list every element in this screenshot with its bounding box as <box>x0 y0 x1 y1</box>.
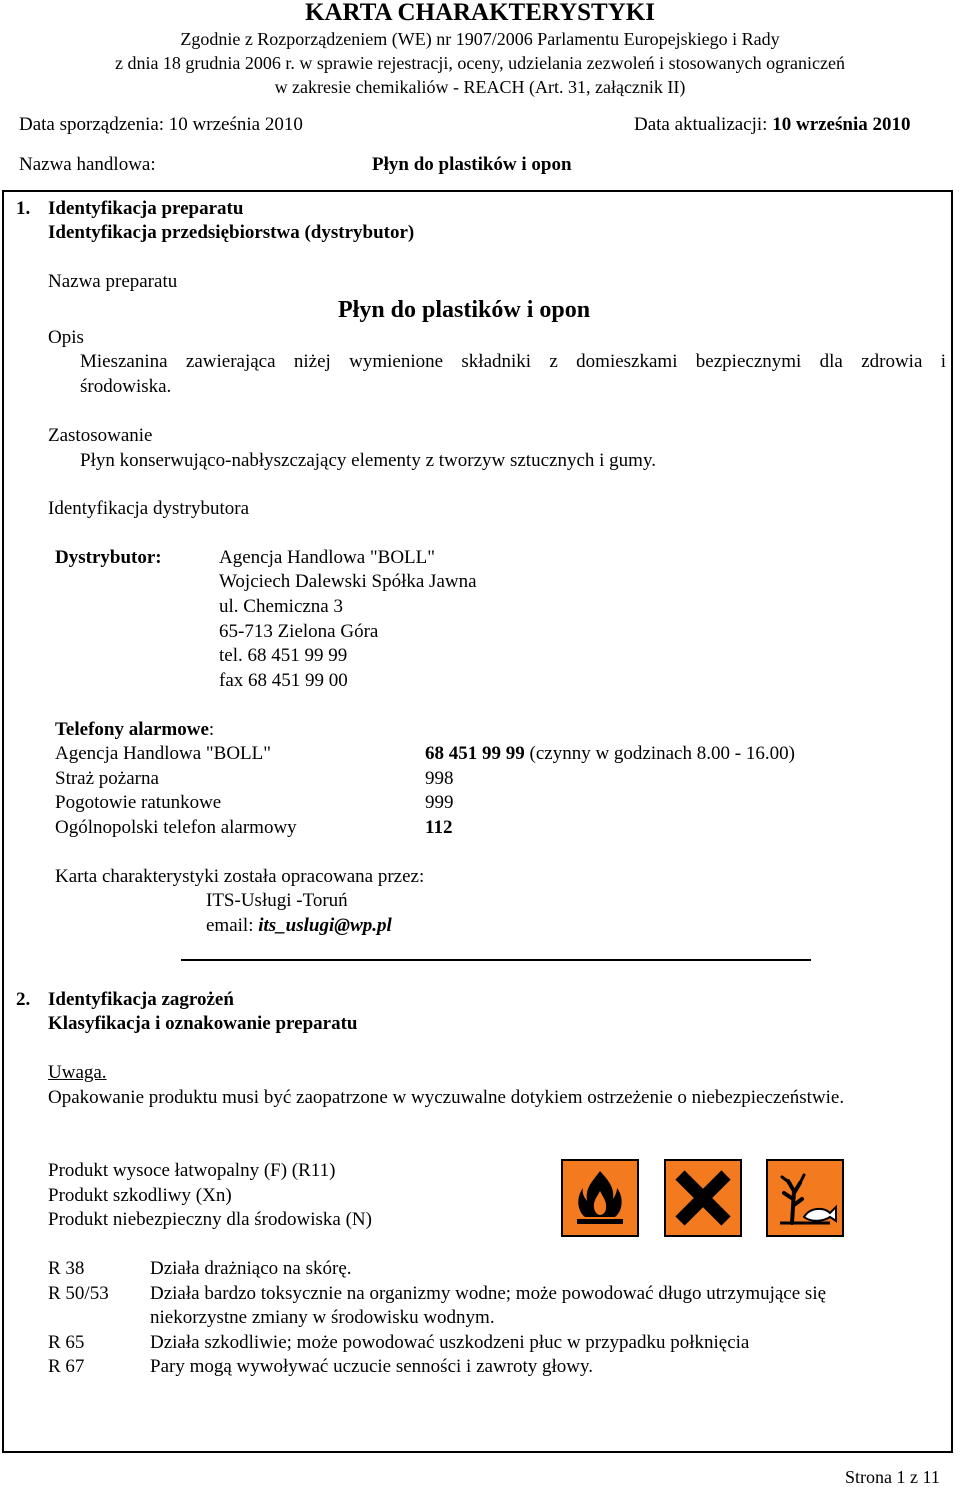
r-phrase-text: niekorzystne zmiany w środowisku wodnym. <box>150 1307 495 1328</box>
alarm-number-row <box>425 744 795 763</box>
regulation-line-3: w zakresie chemikaliów - REACH (Art. 31, załącznik II) <box>274 77 686 97</box>
email-line <box>206 916 392 935</box>
regulation-line-1: Zgodnie z Rozporządzeniem (WE) nr 1907/2006 Parlamentu Europejskiego i Rady <box>180 29 780 49</box>
prepared-by-org: ITS-Usługi -Toruń <box>206 890 348 911</box>
distributor-line: tel. 68 451 99 99 <box>219 645 348 666</box>
section-1-subtitle: Identyfikacja przedsiębiorstwa (dystrybutor) <box>48 222 415 243</box>
alarm-note: (czynny w godzinach 8.00 - 16.00) <box>524 743 795 764</box>
product-name: Płyn do plastików i opon <box>338 297 591 323</box>
use-label: Zastosowanie <box>48 425 153 446</box>
section-2-subtitle: Klasyfikacja i oznakowanie preparatu <box>48 1013 358 1034</box>
flame-icon <box>561 1159 639 1237</box>
alarm-name: Ogólnopolski telefon alarmowy <box>55 817 297 838</box>
date-updated-value: 10 września 2010 <box>772 114 911 135</box>
r-phrase-code: R 67 <box>48 1356 85 1377</box>
r-phrase-text: Działa bardzo toksycznie na organizmy wodne; może powodować długo utrzymujące się <box>150 1283 827 1304</box>
alarm-phones-label: Telefony alarmowe <box>55 719 209 740</box>
trade-name-value: Płyn do plastików i opon <box>372 154 572 175</box>
alarm-number: 68 451 99 99 <box>425 743 525 764</box>
section-separator <box>181 959 811 961</box>
section-2-title: Identyfikacja zagrożeń <box>48 989 234 1010</box>
r-phrase-code: R 50/53 <box>48 1283 109 1304</box>
distributor-line: 65-713 Zielona Góra <box>219 621 379 642</box>
description-label: Opis <box>48 327 84 348</box>
page-number: Strona 1 z 11 <box>845 1467 940 1487</box>
classification-item: Produkt wysoce łatwopalny (F) (R11) <box>48 1160 336 1181</box>
alarm-number: 998 <box>425 768 454 789</box>
section-2-number: 2. <box>16 989 31 1010</box>
section-1-number: 1. <box>16 198 31 219</box>
product-name-label: Nazwa preparatu <box>48 271 178 292</box>
dead-tree-fish-icon <box>766 1159 844 1237</box>
email-label: email: <box>206 915 259 936</box>
cross-icon <box>664 1159 742 1237</box>
document-title: KARTA CHARAKTERYSTYKI <box>305 0 655 26</box>
alarm-phones-heading <box>55 720 214 739</box>
note-label: Uwaga. <box>48 1062 107 1083</box>
note-text: Opakowanie produktu musi być zaopatrzone w wyczuwalne dotykiem ostrzeżenie o niebezpieczeństwie. <box>48 1087 845 1108</box>
r-phrase-text: Działa drażniąco na skórę. <box>150 1258 352 1279</box>
classification-item: Produkt szkodliwy (Xn) <box>48 1185 232 1206</box>
regulation-line-2: z dnia 18 grudnia 2006 r. w sprawie rejestracji, oceny, udzielania zezwoleń i stosowanych ograniczeń <box>114 53 846 73</box>
r-phrase-code: R 65 <box>48 1332 85 1353</box>
date-created: Data sporządzenia: 10 września 2010 <box>19 114 303 135</box>
trade-name-label: Nazwa handlowa: <box>19 154 156 175</box>
alarm-name: Agencja Handlowa "BOLL" <box>55 743 272 764</box>
description-line-1: Mieszanina zawierająca niżej wymienione składniki z domieszkami bezpiecznymi dla zdrowia i <box>80 351 946 372</box>
alarm-name: Pogotowie ratunkowe <box>55 792 222 813</box>
distributor-line: ul. Chemiczna 3 <box>219 596 343 617</box>
email-link[interactable]: its_uslugi@wp.pl <box>258 915 392 936</box>
distributor-line: Agencja Handlowa "BOLL" <box>219 547 436 568</box>
distributor-id-label: Identyfikacja dystrybutora <box>48 498 250 519</box>
alarm-phones-colon: : <box>208 719 215 740</box>
section-1-title: Identyfikacja preparatu <box>48 198 244 219</box>
alarm-name: Straż pożarna <box>55 768 159 789</box>
classification-item: Produkt niebezpieczny dla środowiska (N) <box>48 1209 372 1230</box>
distributor-line: fax 68 451 99 00 <box>219 670 348 691</box>
alarm-number: 112 <box>425 817 453 838</box>
date-updated <box>634 115 910 134</box>
prepared-by-label: Karta charakterystyki została opracowana przez: <box>55 866 425 887</box>
description-line-2: środowiska. <box>80 376 172 397</box>
r-phrase-text: Pary mogą wywoływać uczucie senności i zawroty głowy. <box>150 1356 594 1377</box>
distributor-line: Wojciech Dalewski Spółka Jawna <box>219 571 477 592</box>
alarm-number: 999 <box>425 792 454 813</box>
r-phrase-text: Działa szkodliwie; może powodować uszkodzeni płuc w przypadku połknięcia <box>150 1332 750 1353</box>
distributor-label: Dystrybutor: <box>55 547 162 568</box>
date-updated-label: Data aktualizacji: <box>634 114 768 135</box>
r-phrase-code: R 38 <box>48 1258 85 1279</box>
use-text: Płyn konserwująco-nabłyszczający elementy z tworzyw sztucznych i gumy. <box>80 450 656 471</box>
